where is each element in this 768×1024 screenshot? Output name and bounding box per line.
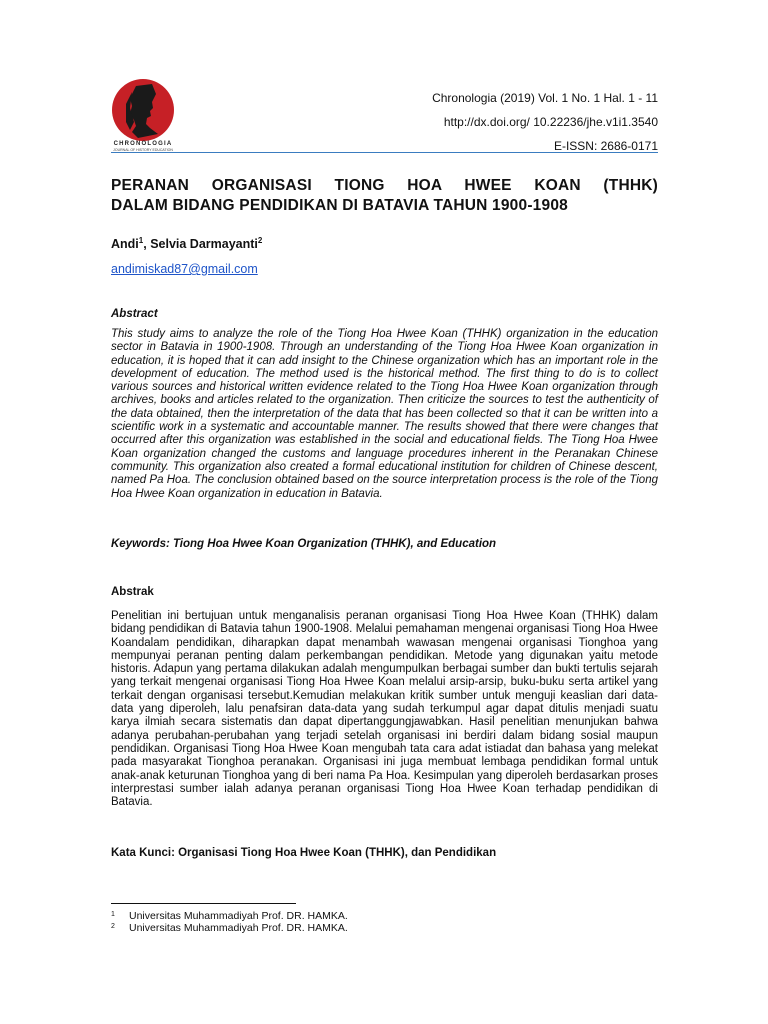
kata-kunci: Kata Kunci: Organisasi Tiong Hoa Hwee Koan (THHK), dan Pendidikan [111,847,497,859]
footnote-divider [111,903,296,904]
abstrak-text: Penelitian ini bertujuan untuk menganalisis peranan organisasi Tiong Hoa Hwee Koan (THHK) dalam bidang pendidikan di Batavia tahun 1900-1908. Melalui pemahaman mengenai organisasi Tiong Hoa Hwee Koandalam pendidikan, diharapkan dapat menambah wawasan mengenai organisasi Tionghoa yang mempunyai peranan penting dalam perkembangan pendidikan. Metode yang digunakan yaitu metode historis. Adapun yang pertama dilakukan adalah mengumpulkan berbagai sumber dan bukti tertulis sejarah yang terkait mengenai organisasi Tiong Hoa Hwee Koan melalui arsip-arsip, buku-buku serta artikel yang terkait dengan organisasi tersebut.Kemudian melakukan kritik sumber untuk menguji keaslian dari data-data yang diperoleh, lalu penafsiran data-data yang sudah terkumpul agar dapat ditulis menjadi suatu karya ilmiah secara sistematis dan dapat dipertanggungjawabkan. Hasil penelitian menunjukan bahwa adanya perubahan-perubahan yang terjadi setelah organisasi ini berdiri dalam bidang sosial maupun pendidikan. Organisasi Tiong Hoa Hwee Koan mengubah tata cara adat istiadat dan bahasa yang melekat pada masyarakat Tionghoa peranakan. Organisasi ini juga membuat lembaga pendidikan formal untuk anak-anak keturunan Tionghoa yang di beri nama Pa Hoa. Kesimpulan yang diperoleh berdasarkan proses interprestasi sumber ialah adanya peranan organisasi Tiong Hoa Hwee Koan terhadap pendidikan di Batavia. [111,610,658,809]
citation-line: Chronologia (2019) Vol. 1 No. 1 Hal. 1 - 11 [432,91,658,105]
abstract-text: This study aims to analyze the role of the Tiong Hoa Hwee Koan (THHK) organization in the education sector in Batavia in 1900-1908. Through an understanding of the Tiong Hoa Hwee Koan organization in education, it is hoped that it can add insight to the Chinese organization which has an important role in the development of education. The method used is the historical method. The first thing to do is to collect various sources and historical written evidence related to the Tiong Hoa Hwee Koan organization through archives, books and articles related to the organization. Then criticize the sources to test the authenticity of the data obtained, then the interpretation of the data that has been collected so that it can be written into a scientific work in a systematic and accountable manner. The results showed that there were changes that occurred after this organization was established in the social and educational fields. The Tiong Hoa Hwee Koan organization changed the customs and language procedures inherent in the Peranakan Chinese community. This organization also created a formal educational institution for children of Chinese descent, named Pa Hoa. The conclusion obtained based on the source interpretation process is the role of the Tiong Hoa Hwee Koan organization in education in Batavia. [111,328,658,500]
author-2: Selvia Darmayanti [150,237,258,252]
author-1-affiliation-marker: 1 [138,236,144,245]
issn-line: E-ISSN: 2686-0171 [553,139,658,153]
author-list [111,236,262,251]
title-line-1: PERANAN ORGANISASI TIONG HOA HWEE KOAN (THHK) [111,177,658,194]
footnote-2-number: 2 [111,923,115,930]
abstrak-heading: Abstrak [111,586,154,598]
author-2-affiliation-marker: 2 [257,236,263,245]
author-separator: , [143,237,151,252]
author-1: Andi [111,237,139,252]
journal-header [432,86,658,158]
footnote-2-text: Universitas Muhammadiyah Prof. DR. HAMKA. [129,922,348,934]
paper-title [111,176,658,216]
author-email-link[interactable]: andimiskad87@gmail.com [111,262,258,276]
logo-wordmark: CHRONOLOGIA [113,141,173,147]
doi-line: http://dx.doi.org/ 10.22236/jhe.v1i1.3540 [443,115,658,129]
footnote-1-text: Universitas Muhammadiyah Prof. DR. HAMKA. [129,910,348,922]
logo-subtext: JOURNAL OF HISTORY EDUCATION [113,148,173,152]
header-divider [111,152,658,153]
keywords: Keywords: Tiong Hoa Hwee Koan Organization (THHK), and Education [111,538,497,550]
title-line-2: DALAM BIDANG PENDIDIKAN DI BATAVIA TAHUN 1900-1908 [111,197,568,214]
footnote-1-number: 1 [111,911,115,918]
footnote-2 [111,922,348,935]
abstract-heading: Abstract [111,308,158,320]
